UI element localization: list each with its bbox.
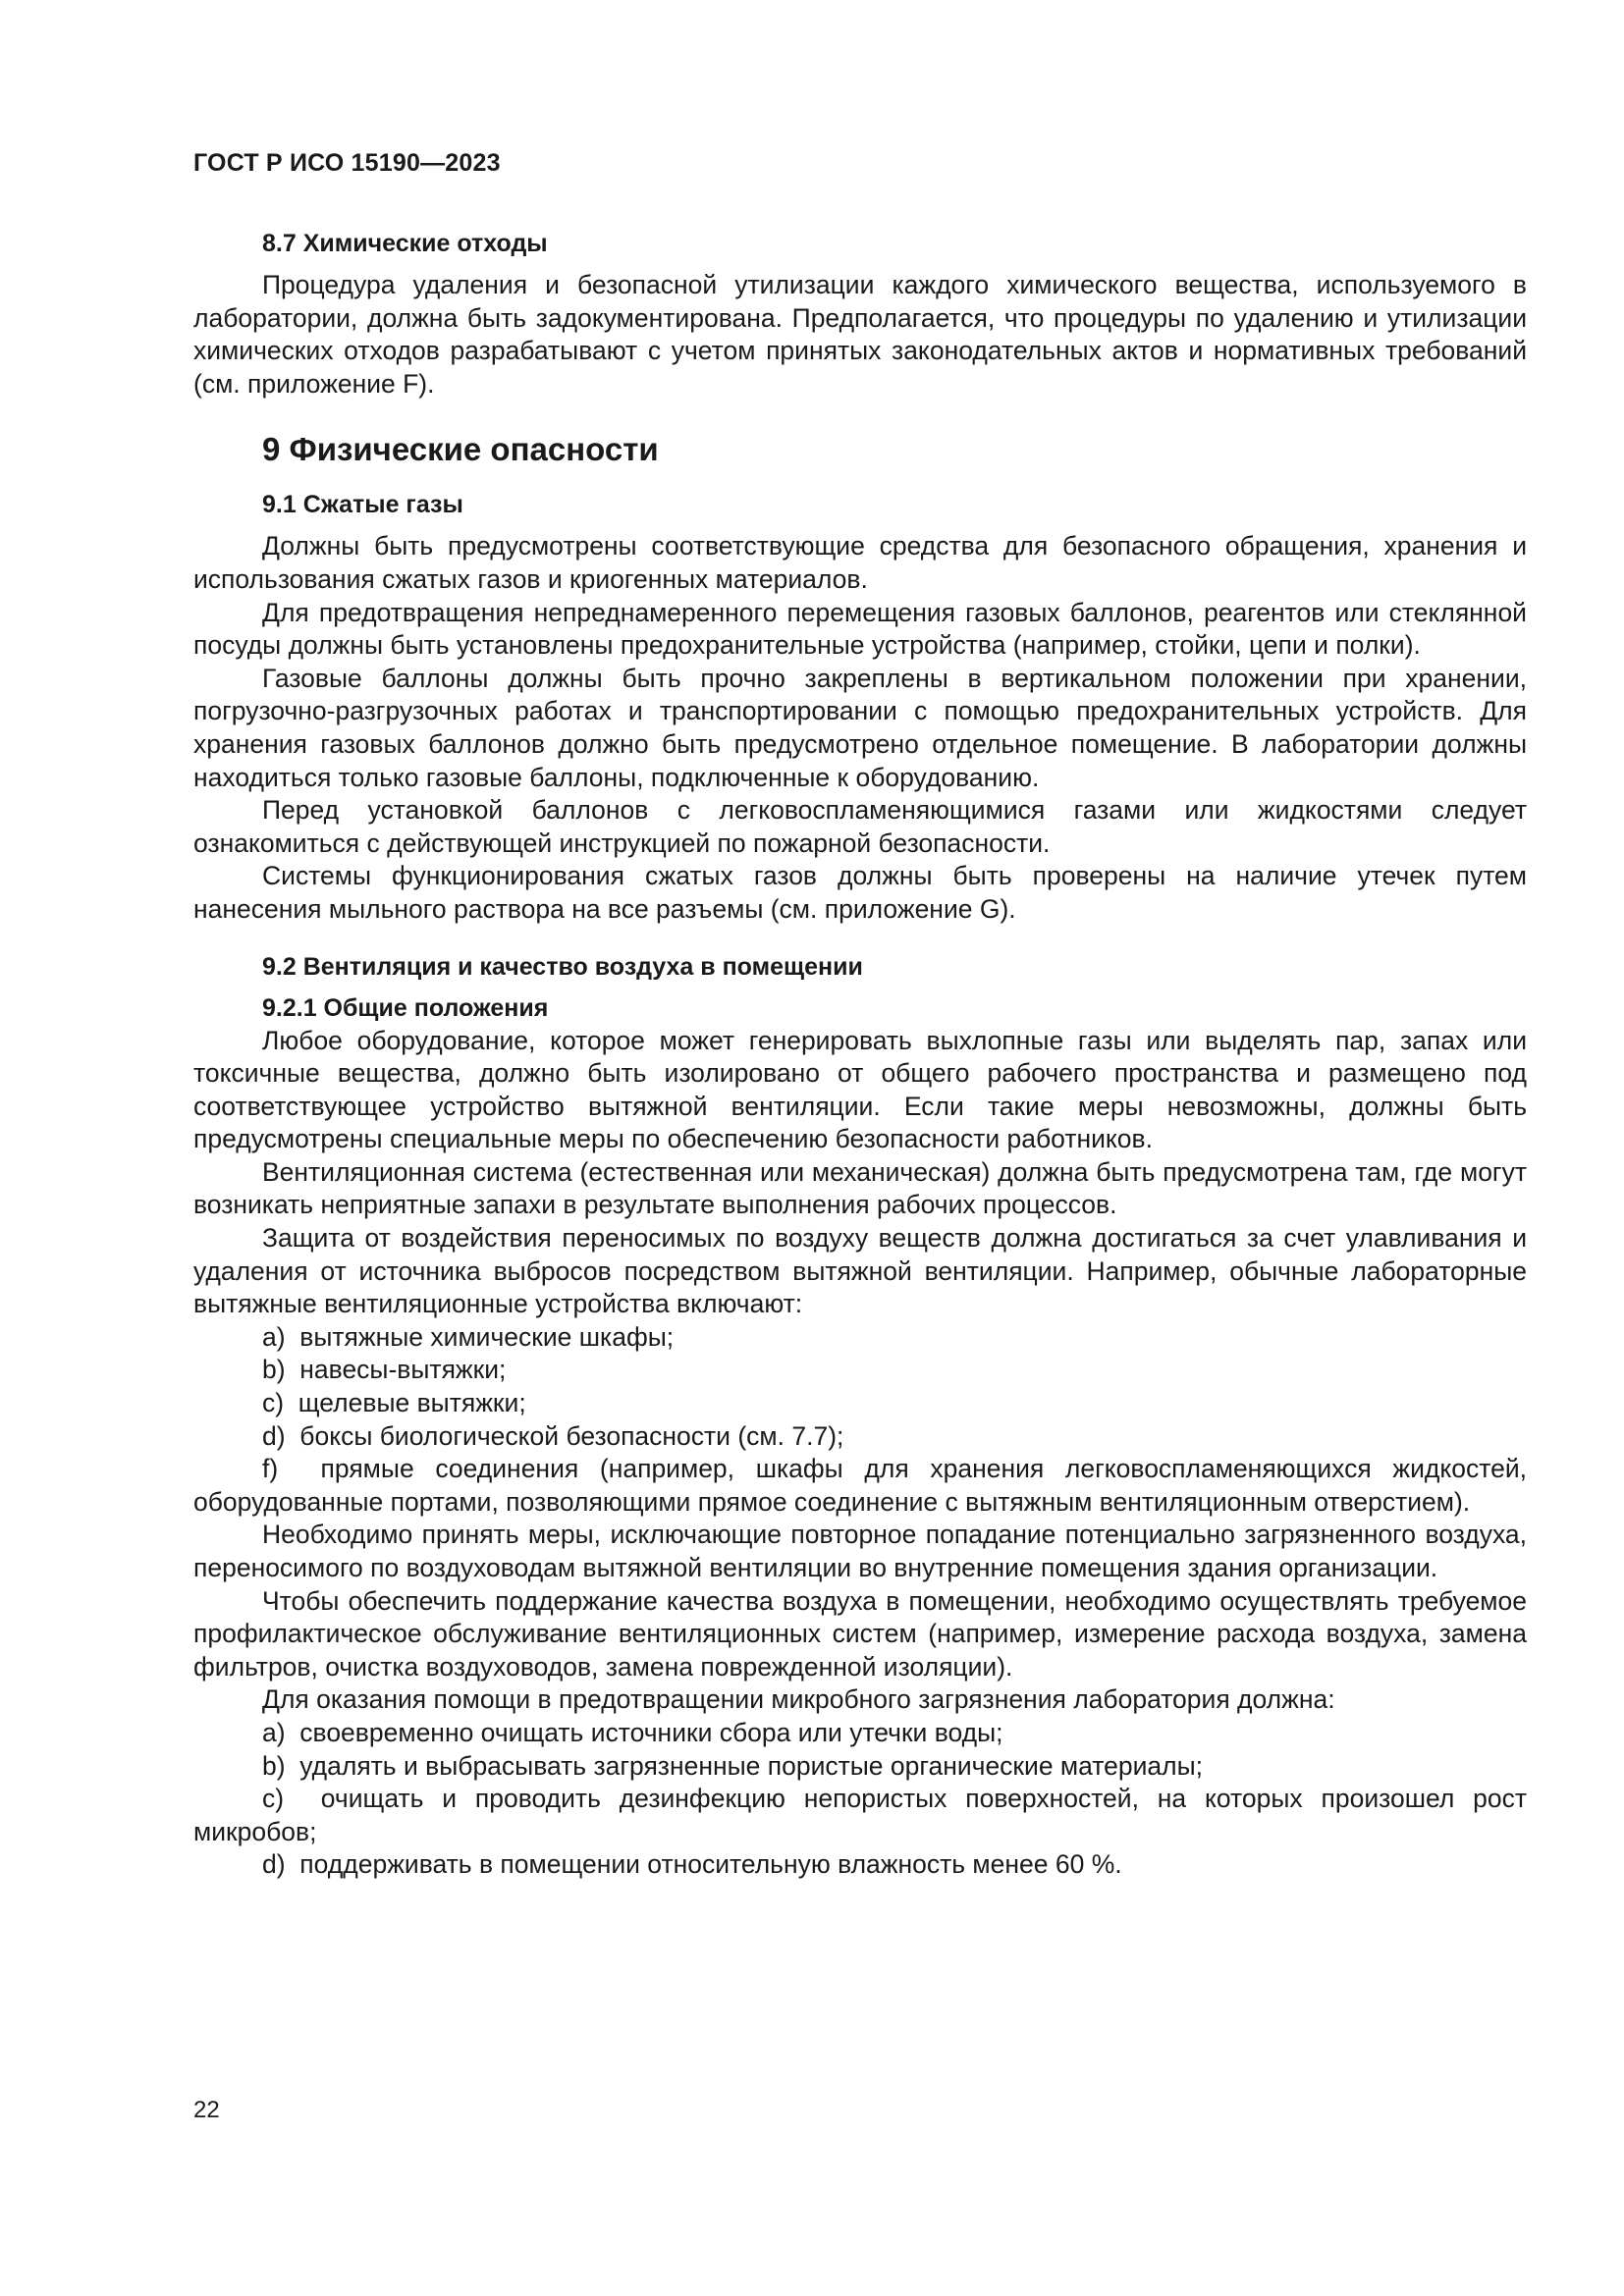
paragraph: Для оказания помощи в предотвращении микробного загрязнения лаборатория должна: — [262, 1684, 1335, 1715]
paragraph: Процедура удаления и безопасной утилизации каждого химического вещества, используемого в лаборатории, должна быть задокументирована. Предполагается, что процедуры по удалению и утилизации химических отходов разрабатывают с учетом принятых законодательных актов и нормативных требований (см. приложение F). — [193, 270, 1527, 399]
paragraph: Вентиляционная система (естественная или механическая) должна быть предусмотрена там, где могут возникать неприятные запахи в результате выполнения рабочих процессов. — [193, 1156, 1527, 1220]
list-item: d) поддерживать в помещении относительную влажность менее 60 %. — [262, 1849, 1122, 1880]
paragraph: Защита от воздействия переносимых по воздуху веществ должна достигаться за счет улавливания и удаления от источника выбросов посредством вытяжной вентиляции. Например, обычные лабораторные вытяжные вентиляционные устройства включают: — [193, 1223, 1527, 1319]
paragraph: Газовые баллоны должны быть прочно закреплены в вертикальном положении при хранении, погрузочно-разгрузочных работах и транспортировании с помощью предохранительных устройств. Для хранения газовых баллонов должно быть предусмотрено отдельное помещение. В лаборатории должны находиться только газовые баллоны, подключенные к оборудованию. — [193, 663, 1527, 792]
list-item: b) удалять и выбрасывать загрязненные пористые органические материалы; — [262, 1750, 1204, 1781]
heading-9: 9 Физические опасности — [262, 431, 659, 468]
heading-9-2: 9.2 Вентиляция и качество воздуха в помещении — [262, 952, 863, 981]
document-id: ГОСТ Р ИСО 15190—2023 — [193, 149, 501, 177]
paragraph: Должны быть предусмотрены соответствующие средства для безопасного обращения, хранения и использования сжатых газов и криогенных материалов. — [193, 531, 1527, 594]
list-item: a) своевременно очищать источники сбора или утечки воды; — [262, 1717, 1003, 1747]
list-item: f) прямые соединения (например, шкафы для хранения легковоспламеняющихся жидкостей, оборудованные портами, позволяющими прямое соединение с вытяжным вентиляционным отверстием). — [193, 1454, 1527, 1517]
page-number: 22 — [193, 2097, 220, 2123]
paragraph: Системы функционирования сжатых газов должны быть проверены на наличие утечек путем нанесения мыльного раствора на все разъемы (см. приложение G). — [193, 861, 1527, 924]
heading-9-1: 9.1 Сжатые газы — [262, 491, 463, 519]
paragraph: Любое оборудование, которое может генерировать выхлопные газы или выделять пар, запах или токсичные вещества, должно быть изолировано от общего рабочего пространства и размещено под соответствующее устройство вытяжной вентиляции. Если такие меры невозможны, должны быть предусмотрены специальные меры по обеспечению безопасности работников. — [193, 1025, 1527, 1154]
paragraph: Перед установкой баллонов с легковоспламеняющимися газами или жидкостями следует ознакомиться с действующей инструкцией по пожарной безопасности. — [193, 795, 1527, 858]
list-item: c) очищать и проводить дезинфекцию непористых поверхностей, на которых произошел рост микробов; — [193, 1784, 1527, 1846]
list-item: c) щелевые вытяжки; — [262, 1388, 526, 1418]
list-item: d) боксы биологической безопасности (см. 7.7); — [262, 1420, 844, 1451]
heading-8-7: 8.7 Химические отходы — [262, 230, 548, 257]
paragraph: Необходимо принять меры, исключающие повторное попадание потенциально загрязненного воздуха, переносимого по воздуховодам вытяжной вентиляции во внутренние помещения здания организации. — [193, 1520, 1527, 1582]
heading-9-2-1: 9.2.1 Общие положения — [262, 993, 549, 1022]
page-content — [193, 228, 1527, 1882]
paragraph: Чтобы обеспечить поддержание качества воздуха в помещении, необходимо осуществлять требуемое профилактическое обслуживание вентиляционных систем (например, измерение расхода воздуха, замена фильтров, очистка воздуховодов, замена поврежденной изоляции). — [193, 1585, 1527, 1682]
paragraph: Для предотвращения непреднамеренного перемещения газовых баллонов, реагентов или стеклянной посуды должны быть установлены предохранительные устройства (например, стойки, цепи и полки). — [193, 597, 1527, 661]
list-item: b) навесы-вытяжки; — [262, 1355, 507, 1385]
list-item: a) вытяжные химические шкафы; — [262, 1321, 675, 1352]
